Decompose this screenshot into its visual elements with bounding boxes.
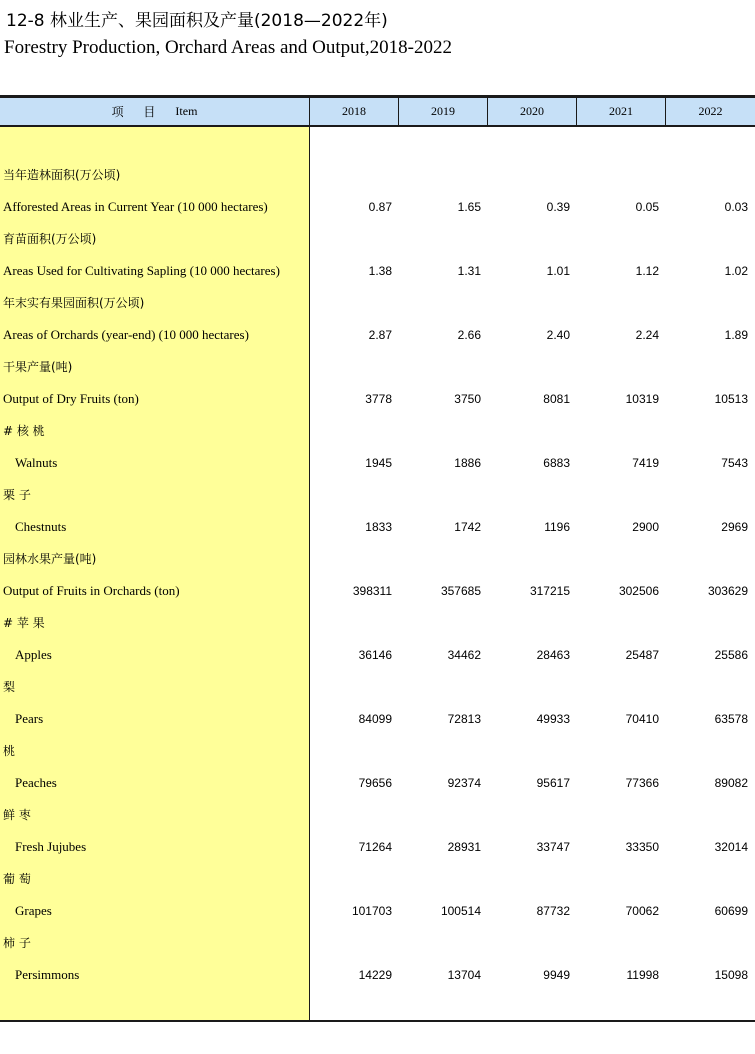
cell-2021: 0.05 bbox=[635, 200, 659, 214]
cell-2020: 9949 bbox=[543, 968, 570, 982]
cell-2022: 32014 bbox=[714, 840, 748, 854]
row-label-en: Persimmons bbox=[15, 967, 80, 982]
cell-2022: 15098 bbox=[714, 968, 748, 982]
table-row bbox=[0, 191, 755, 223]
row-label-cn: # 核 桃 bbox=[3, 424, 45, 438]
cell-2022: 89082 bbox=[714, 776, 748, 790]
header-year-2021: 2021 bbox=[577, 98, 666, 125]
cell-2021: 2900 bbox=[632, 520, 659, 534]
row-label-en: Grapes bbox=[15, 903, 52, 918]
cell-2021: 77366 bbox=[625, 776, 659, 790]
cell-2022: 2969 bbox=[721, 520, 748, 534]
row-label-en: Areas Used for Cultivating Sapling (10 000 hectares) bbox=[3, 263, 280, 278]
cell-2020: 2.40 bbox=[546, 328, 570, 342]
cell-2019: 1.65 bbox=[457, 200, 481, 214]
table-row bbox=[0, 703, 755, 735]
cell-2018: 3778 bbox=[365, 392, 392, 406]
cell-2018: 71264 bbox=[358, 840, 392, 854]
table-bottom-rule bbox=[0, 1020, 755, 1022]
cell-2018: 398311 bbox=[352, 584, 392, 598]
row-label-cn: 园林水果产量(吨) bbox=[3, 552, 97, 566]
row-label-en: Output of Fruits in Orchards (ton) bbox=[3, 583, 180, 598]
cell-2021: 1.12 bbox=[635, 264, 659, 278]
row-label-en: Peaches bbox=[15, 775, 57, 790]
table-row bbox=[0, 767, 755, 799]
cell-2018: 1945 bbox=[365, 456, 392, 470]
cell-2019: 28931 bbox=[447, 840, 481, 854]
cell-2019: 1.31 bbox=[457, 264, 481, 278]
cell-2020: 0.39 bbox=[546, 200, 570, 214]
cell-2020: 28463 bbox=[536, 648, 570, 662]
table-row bbox=[0, 959, 755, 991]
table-row-cn bbox=[0, 927, 755, 959]
header-item bbox=[0, 98, 310, 125]
cell-2020: 8081 bbox=[543, 392, 570, 406]
cell-2019: 2.66 bbox=[457, 328, 481, 342]
cell-2022: 25586 bbox=[714, 648, 748, 662]
cell-2020: 1196 bbox=[544, 520, 570, 534]
row-label-en: Walnuts bbox=[15, 455, 58, 470]
cell-2018: 79656 bbox=[358, 776, 392, 790]
cell-2020: 317215 bbox=[529, 584, 570, 598]
table-row bbox=[0, 639, 755, 671]
cell-2019: 1886 bbox=[454, 456, 481, 470]
cell-2022: 1.02 bbox=[724, 264, 748, 278]
cell-2020: 95617 bbox=[536, 776, 570, 790]
table-row bbox=[0, 831, 755, 863]
table-row-cn bbox=[0, 799, 755, 831]
table-row bbox=[0, 895, 755, 927]
table-row-cn bbox=[0, 287, 755, 319]
cell-2018: 36146 bbox=[358, 648, 392, 662]
cell-2022: 10513 bbox=[714, 392, 748, 406]
cell-2019: 357685 bbox=[440, 584, 481, 598]
cell-2022: 1.89 bbox=[724, 328, 748, 342]
row-label-cn: # 苹 果 bbox=[3, 616, 45, 630]
row-label-cn: 干果产量(吨) bbox=[3, 360, 73, 374]
cell-2019: 3750 bbox=[454, 392, 481, 406]
table-row bbox=[0, 383, 755, 415]
row-label-en: Fresh Jujubes bbox=[15, 839, 87, 854]
table-row bbox=[0, 575, 755, 607]
header-year-2018: 2018 bbox=[310, 98, 399, 125]
cell-2021: 33350 bbox=[625, 840, 659, 854]
cell-2021: 11998 bbox=[626, 968, 659, 982]
cell-2020: 33747 bbox=[536, 840, 570, 854]
table-row-cn bbox=[0, 415, 755, 447]
cell-2018: 1.38 bbox=[368, 264, 392, 278]
row-label-cn: 柿 子 bbox=[3, 936, 31, 950]
header-year-2020: 2020 bbox=[488, 98, 577, 125]
cell-2022: 303629 bbox=[707, 584, 748, 598]
row-label-cn: 育苗面积(万公顷) bbox=[3, 232, 97, 246]
row-label-cn: 葡 萄 bbox=[3, 872, 31, 886]
row-label-en: Areas of Orchards (year-end) (10 000 hectares) bbox=[3, 327, 249, 342]
cell-2020: 49933 bbox=[536, 712, 570, 726]
page-title-cn: 12-8 林业生产、果园面积及产量(2018—2022年) bbox=[6, 11, 388, 31]
cell-2019: 13704 bbox=[447, 968, 481, 982]
row-label-cn: 当年造林面积(万公顷) bbox=[3, 168, 121, 182]
cell-2022: 0.03 bbox=[724, 200, 748, 214]
row-label-cn: 栗 子 bbox=[3, 488, 31, 502]
cell-2022: 60699 bbox=[714, 904, 748, 918]
row-label-cn: 梨 bbox=[3, 680, 16, 694]
header-item-cn: 项 目 bbox=[111, 105, 164, 119]
row-label-en: Output of Dry Fruits (ton) bbox=[3, 391, 139, 406]
cell-2019: 1742 bbox=[454, 520, 481, 534]
cell-2019: 92374 bbox=[447, 776, 481, 790]
cell-2020: 87732 bbox=[536, 904, 570, 918]
cell-2018: 101703 bbox=[351, 904, 392, 918]
cell-2021: 70410 bbox=[625, 712, 659, 726]
cell-2019: 100514 bbox=[440, 904, 481, 918]
row-label-en: Pears bbox=[15, 711, 44, 726]
row-label-cn: 年末实有果园面积(万公顷) bbox=[3, 296, 145, 310]
table-row bbox=[0, 447, 755, 479]
row-label-en: Chestnuts bbox=[15, 519, 67, 534]
cell-2021: 302506 bbox=[618, 584, 659, 598]
table-row-cn bbox=[0, 735, 755, 767]
cell-2021: 70062 bbox=[625, 904, 659, 918]
table-row-cn bbox=[0, 863, 755, 895]
table-row bbox=[0, 319, 755, 351]
cell-2018: 84099 bbox=[358, 712, 392, 726]
table-row-cn bbox=[0, 543, 755, 575]
header-year-2019: 2019 bbox=[399, 98, 488, 125]
cell-2021: 2.24 bbox=[635, 328, 659, 342]
cell-2022: 7543 bbox=[721, 456, 748, 470]
table-row-cn bbox=[0, 479, 755, 511]
table-row-cn bbox=[0, 351, 755, 383]
cell-2022: 63578 bbox=[714, 712, 748, 726]
table-row-cn bbox=[0, 671, 755, 703]
cell-2018: 14229 bbox=[358, 968, 392, 982]
row-label-en: Apples bbox=[15, 647, 52, 662]
table-row bbox=[0, 511, 755, 543]
cell-2018: 2.87 bbox=[368, 328, 392, 342]
table-row bbox=[0, 255, 755, 287]
table-header bbox=[0, 98, 755, 127]
cell-2019: 72813 bbox=[447, 712, 481, 726]
page-title-en: Forestry Production, Orchard Areas and Output,2018-2022 bbox=[4, 37, 453, 58]
cell-2018: 0.87 bbox=[368, 200, 392, 214]
table-row-cn bbox=[0, 607, 755, 639]
table-row-cn bbox=[0, 223, 755, 255]
row-label-en: Afforested Areas in Current Year (10 000 hectares) bbox=[3, 199, 268, 214]
row-label-cn: 鲜 枣 bbox=[3, 808, 31, 822]
header-year-2022: 2022 bbox=[698, 104, 723, 118]
data-table bbox=[0, 95, 755, 1022]
cell-2020: 1.01 bbox=[546, 264, 570, 278]
cell-2021: 7419 bbox=[632, 456, 659, 470]
row-label-cn: 桃 bbox=[3, 744, 16, 758]
table-row-cn bbox=[0, 159, 755, 191]
cell-2021: 25487 bbox=[625, 648, 659, 662]
cell-2021: 10319 bbox=[625, 392, 659, 406]
cell-2020: 6883 bbox=[543, 456, 570, 470]
header-item-en: Item bbox=[175, 104, 198, 118]
cell-2018: 1833 bbox=[365, 520, 392, 534]
cell-2019: 34462 bbox=[447, 648, 481, 662]
